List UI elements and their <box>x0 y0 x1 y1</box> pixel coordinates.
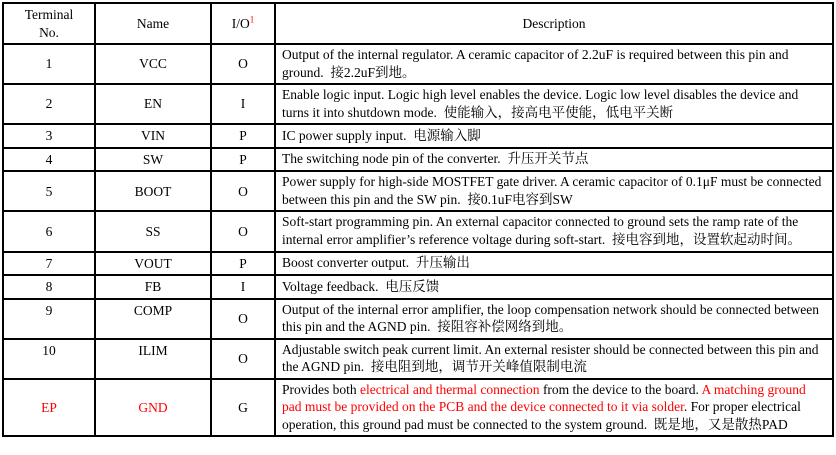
description-cell <box>275 148 833 172</box>
table-row <box>3 211 833 251</box>
io-footnote-superscript: 1 <box>249 14 255 25</box>
description-segment: electrical and thermal connection <box>360 381 540 397</box>
description-segment: from the device to the board. <box>539 381 702 397</box>
terminal-no-cell: 3 <box>3 124 95 148</box>
io-cell: O <box>211 211 275 251</box>
pin-name-cell: SS <box>95 211 211 251</box>
description-cell <box>275 275 833 299</box>
io-cell: P <box>211 148 275 172</box>
header-row <box>3 3 833 44</box>
pin-name-cell: GND <box>95 379 211 437</box>
pin-name-cell: BOOT <box>95 171 211 211</box>
pin-table-body <box>3 44 833 436</box>
terminal-no-cell: 5 <box>3 171 95 211</box>
description-segment: A matching ground pad must be provided on the PCB and the device connected to it via solder <box>282 381 806 415</box>
table-row <box>3 252 833 276</box>
description-cell <box>275 379 833 437</box>
description-segment: Adjustable switch peak current limit. An external resister should be connected between this pin and the AGND pin. 接电阻到地，调节开关峰值限制电流 <box>282 341 819 375</box>
header-io-label: I/O <box>231 15 250 31</box>
pin-name-cell: EN <box>95 84 211 124</box>
description-cell <box>275 252 833 276</box>
terminal-no-cell: 9 <box>3 299 95 339</box>
description-segment: Output of the internal error amplifier, the loop compensation network should be connected between this pin and the AGND pin. 接阻容补偿网络到地。 <box>282 301 820 335</box>
description-cell <box>275 339 833 379</box>
description-segment: Power supply for high-side MOSTFET gate driver. A ceramic capacitor of 0.1μF must be connected between this pin and the SW pin. 接0.1uF电容到SW <box>282 174 822 207</box>
description-segment: . For proper electrical operation, this ground pad must be connected to the system ground. 既是地，又是散热PAD <box>282 399 801 432</box>
terminal-no-cell: 2 <box>3 84 95 124</box>
terminal-no-cell: 6 <box>3 211 95 251</box>
table-row <box>3 84 833 124</box>
pin-name-cell: VCC <box>95 44 211 84</box>
description-segment: IC power supply input. 电源输入脚 <box>282 127 481 143</box>
description-segment: Boost converter output. 升压输出 <box>282 255 470 271</box>
description-segment: Soft-start programming pin. An external capacitor connected to ground sets the ramp rate of the internal error amplifier’s reference voltage during soft-start. 接电容到地，设置软起动时间。 <box>282 214 801 248</box>
io-cell: P <box>211 252 275 276</box>
terminal-no-cell: 8 <box>3 275 95 299</box>
description-cell <box>275 124 833 148</box>
terminal-no-cell: 7 <box>3 252 95 276</box>
io-cell: O <box>211 171 275 211</box>
terminal-no-cell: 10 <box>3 339 95 379</box>
description-segment: The switching node pin of the converter. 升压开关节点 <box>282 151 589 167</box>
pin-name-cell: VIN <box>95 124 211 148</box>
table-row <box>3 148 833 172</box>
description-cell <box>275 84 833 124</box>
table-row <box>3 171 833 211</box>
table-row <box>3 339 833 379</box>
pin-name-cell: COMP <box>95 299 211 339</box>
io-cell: I <box>211 275 275 299</box>
table-row <box>3 379 833 437</box>
terminal-no-cell: 1 <box>3 44 95 84</box>
terminal-no-cell: 4 <box>3 148 95 172</box>
io-cell: P <box>211 124 275 148</box>
table-row <box>3 124 833 148</box>
header-terminal-line2: No. <box>39 24 59 40</box>
description-cell <box>275 171 833 211</box>
description-segment: Enable logic input. Logic high level enables the device. Logic low level disables the device and turns it into shutdown mode. 使能输入，接高电平使能，低电平关断 <box>282 87 799 120</box>
description-cell <box>275 299 833 339</box>
pin-name-cell: FB <box>95 275 211 299</box>
description-cell <box>275 44 833 84</box>
header-name: Name <box>95 3 211 44</box>
description-segment: Voltage feedback. 电压反馈 <box>282 278 440 294</box>
io-cell: G <box>211 379 275 437</box>
table-row <box>3 275 833 299</box>
header-terminal-no <box>3 3 95 44</box>
description-segment: Provides both <box>282 381 361 397</box>
description-cell <box>275 211 833 251</box>
io-cell: O <box>211 339 275 379</box>
header-terminal-line1: Terminal <box>24 7 74 22</box>
pin-name-cell: VOUT <box>95 252 211 276</box>
pin-name-cell: ILIM <box>95 339 211 379</box>
io-cell: I <box>211 84 275 124</box>
io-cell: O <box>211 44 275 84</box>
terminal-no-cell: EP <box>3 379 95 437</box>
io-cell: O <box>211 299 275 339</box>
header-description: Description <box>275 3 833 44</box>
description-segment: Output of the internal regulator. A ceramic capacitor of 2.2uF is required between this pin and ground. 接2.2uF到地。 <box>282 47 789 80</box>
pin-description-table <box>2 2 834 437</box>
table-row <box>3 299 833 339</box>
table-row <box>3 44 833 84</box>
pin-name-cell: SW <box>95 148 211 172</box>
header-io <box>211 3 275 44</box>
